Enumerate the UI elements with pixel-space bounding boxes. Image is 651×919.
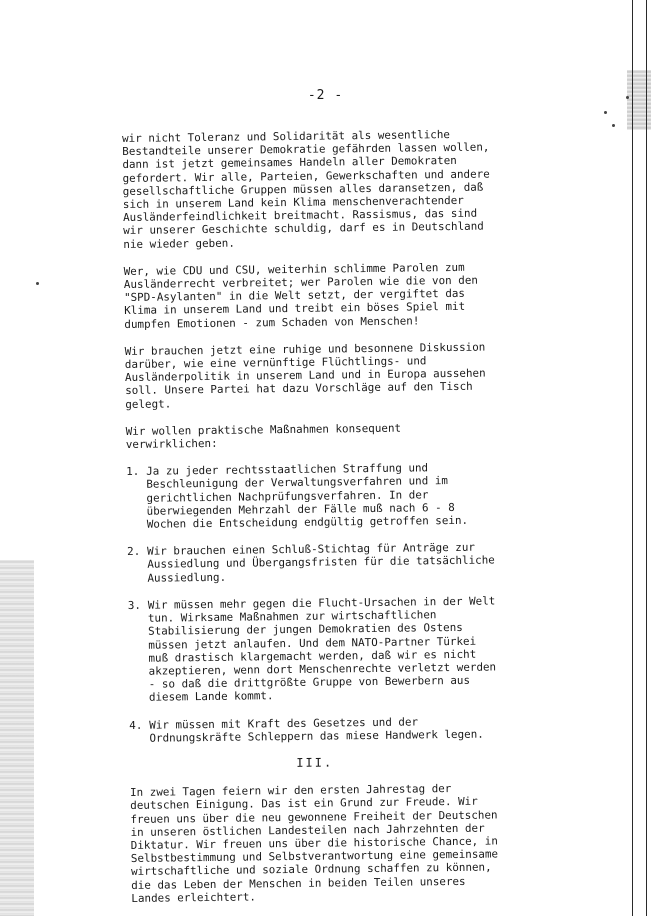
list-item-text: Wir müssen mehr gegen die Flucht-Ursachen in der Welt tun. Wirksame Maßnahmen zur wirtschaftlichen Stabilisierung der jungen Demokratien des Ostens müssen jetzt anlaufen. Und dem NATO-Partner Türkei muß drastisch klargemacht werden, daß wir es nicht akzeptieren, wenn dort Menschenrechte verletzt werden - so daß die drittgrößte Gruppe von Bewerbern aus diesem Lande kommt.: [147, 594, 497, 705]
list-item-text: Wir müssen mit Kraft des Gesetzes und der Ordnungskräfte Schleppern das miese Handwerk legen.: [149, 714, 484, 745]
paragraph: In zwei Tagen feiern wir den ersten Jahrestag der deutschen Einigung. Das ist ein Grund zur Freude. Wir freuen uns über die neu gewonnene Freiheit der Deutschen in unseren östlichen Landesteilen nach Jahrzehnten der Diktatur. Wir freuen uns über die historische Chance, in Selbstbestimmung und Selbstverantwortung eine gemeinsame wirtschaftliche und soziale Ordnung schaffen zu können, die das Leben der Menschen in beiden Teilen unseres Landes erleichtert.: [129, 782, 499, 905]
section-heading: III.: [296, 755, 334, 770]
list-item: [129, 714, 499, 745]
page-number: -2 -: [307, 88, 344, 103]
scan-edge-line: [632, 0, 633, 916]
list-item-number: 4.: [129, 718, 143, 732]
document-body: [122, 127, 502, 918]
paragraph: Wer, wie CDU und CSU, weiterhin schlimme Parolen zum Ausländerrecht verbreitet; wer Parolen wie die von den "SPD-Asylanten" in die Welt setzt, der vergiftet das Klima in unserem Land und treibt ein böses Spiel mit dumpfen Emotionen - zum Schaden von Menschen!: [123, 260, 478, 331]
scan-edge-line: [646, 0, 647, 916]
scan-speck: [604, 111, 607, 114]
measures-list: [126, 461, 499, 745]
list-item-text: Ja zu jeder rechtsstaatlichen Straffung und Beschleunigung der Verwaltungsverfahren und im gerichtlichen Nachprüfungsverfahren. In der überwiegenden Mehrzahl der Fälle muß nach 6 - 8 Wochen die Entscheidung endgültig getroffen sein.: [146, 461, 469, 531]
list-item: [127, 541, 497, 585]
scan-artifact-left: [0, 560, 34, 916]
list-item-number: 2.: [127, 545, 141, 559]
scan-speck: [36, 282, 39, 285]
list-item: [128, 594, 499, 704]
scan-speck: [612, 124, 615, 127]
list-item-text: Wir brauchen einen Schluß-Stichtag für Anträge zur Aussiedlung und Übergangsfristen für die tatsächliche Aussiedlung.: [147, 541, 495, 585]
list-item-number: 1.: [126, 465, 140, 479]
paragraph: wir nicht Toleranz und Solidarität als wesentliche Bestandteile unserer Demokratie gefährden lassen wollen, dann ist jetzt gemeinsames Handeln aller Demokraten gefordert. Wir alle, Parteien, Gewerkschaften und andere gesellschaftliche Gruppen müssen alles daransetzen, daß sich in unserem Land kein Klima menschenverachtender Ausländerfeindlichkeit breitmacht. Rassismus, das sind wir unserer Geschichte schuldig, darf es in Deutschland nie wieder geben.: [122, 127, 490, 251]
list-item: [126, 461, 497, 532]
paragraph: Wir brauchen jetzt eine ruhige und besonnene Diskussion darüber, wie eine vernünftige Flüchtlings- und Ausländerpolitik in unserem Land und in Europa aussehen soll. Unsere Partei hat dazu Vorschläge auf den Tisch gelegt.: [124, 340, 486, 411]
paragraph: Wir wollen praktische Maßnahmen konsequent verwirklichen:: [125, 421, 402, 452]
list-item-number: 3.: [127, 598, 141, 612]
